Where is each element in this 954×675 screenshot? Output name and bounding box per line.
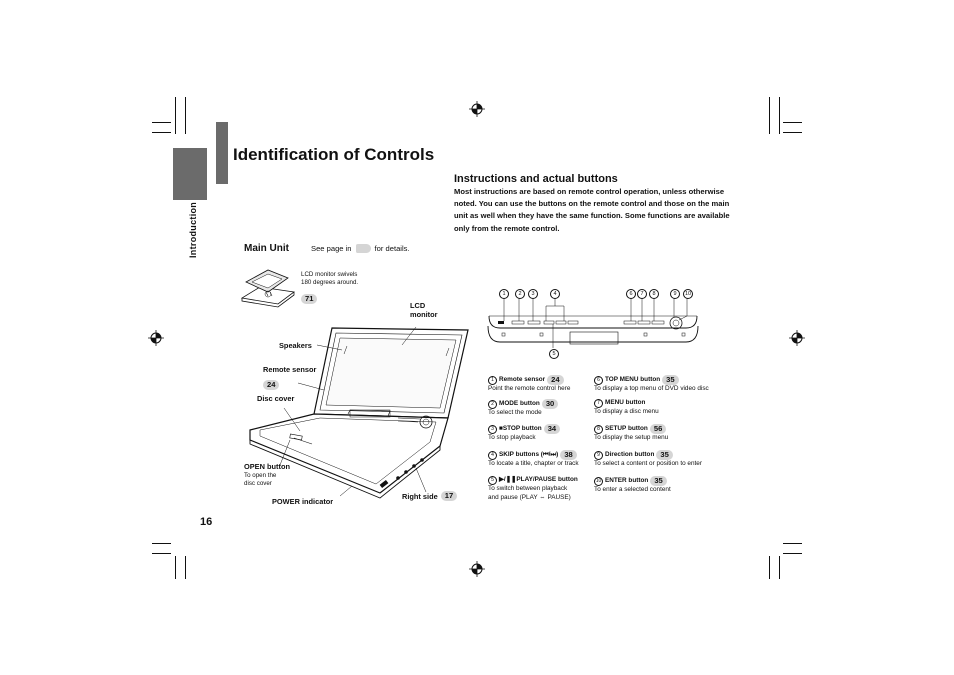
swivel-note-line1: LCD monitor swivels: [301, 271, 358, 278]
panel-callout-6: 6: [626, 289, 636, 299]
remote-sensor-label: Remote sensor: [263, 365, 317, 374]
lcd-monitor-label-line2: monitor: [410, 310, 438, 319]
control-item: [594, 476, 729, 495]
control-desc: and pause (PLAY ⇔ PAUSE): [488, 493, 571, 501]
section-label: Introduction: [188, 201, 198, 258]
open-button-desc-line2: disc cover: [244, 480, 272, 487]
instructions-text: Most instructions are based on remote control operation, unless otherwise noted. You can use the buttons on the remote control and those on the main unit as well when they have the same function. Some functions are available only from the remote control.: [454, 187, 730, 233]
control-item: [594, 375, 729, 394]
control-name: ▶/❚❚PLAY/PAUSE button: [499, 476, 578, 484]
control-desc: To select the mode: [488, 409, 542, 416]
instructions-heading: Instructions and actual buttons: [454, 173, 618, 185]
panel-callout-8: 8: [649, 289, 659, 299]
open-button-label: OPEN button: [244, 462, 290, 471]
control-desc: Point the remote control here: [488, 385, 571, 392]
control-desc: To stop playback: [488, 434, 536, 441]
section-tab: [173, 148, 207, 200]
panel-callout-5: 5: [549, 349, 559, 359]
control-name: SKIP buttons (⏮/⏭): [499, 450, 559, 458]
control-item: [594, 424, 729, 443]
control-number: 8: [594, 425, 603, 434]
control-page-ref: 56: [650, 424, 666, 434]
remote-sensor-page-ref: 24: [263, 380, 279, 390]
front-panel-illustration: [486, 296, 706, 356]
panel-callout-1: 1: [499, 289, 509, 299]
control-page-ref: 35: [656, 450, 672, 460]
control-number: 4: [488, 451, 497, 460]
control-page-ref: 30: [542, 399, 558, 409]
swivel-illustration: [238, 268, 298, 308]
control-desc: To locate a title, chapter or track: [488, 460, 579, 467]
control-desc: To display a disc menu: [594, 408, 659, 415]
page-number: 16: [200, 516, 213, 528]
main-unit-heading: Main Unit: [244, 243, 289, 254]
control-page-ref: 38: [560, 450, 576, 460]
control-name: ■STOP button: [499, 424, 542, 432]
control-page-ref: 35: [662, 375, 678, 385]
control-number: 3: [488, 425, 497, 434]
panel-callout-7: 7: [637, 289, 647, 299]
control-number: 1: [488, 376, 497, 385]
control-item: [594, 399, 729, 417]
control-name: MODE button: [499, 399, 540, 407]
control-name: ENTER button: [605, 476, 649, 484]
control-page-ref: 24: [547, 375, 563, 385]
control-number: 5: [488, 476, 497, 485]
control-number: 10: [595, 477, 602, 484]
panel-callout-9: 9: [670, 289, 680, 299]
registration-mark-icon: [789, 330, 805, 346]
see-page-suffix: for details.: [374, 244, 410, 253]
control-name: SETUP button: [605, 424, 648, 432]
page-title: Identification of Controls: [233, 145, 435, 164]
open-button-desc-line1: To open the: [244, 472, 277, 479]
control-desc: To display the setup menu: [594, 434, 669, 441]
panel-callout-2: 2: [515, 289, 525, 299]
control-item: [594, 450, 729, 469]
see-page-note: [311, 244, 410, 253]
swivel-page-ref: 71: [301, 294, 317, 304]
control-page-ref: 34: [544, 424, 560, 434]
control-desc: To enter a selected content: [594, 486, 671, 493]
control-name: Remote sensor: [499, 375, 546, 383]
panel-callout-10: 10: [684, 291, 692, 297]
control-name: Direction button: [605, 450, 655, 458]
control-name: MENU button: [605, 399, 646, 407]
disc-cover-label: Disc cover: [257, 394, 295, 403]
right-side-text: Right side: [402, 491, 438, 501]
see-page-prefix: See page in: [311, 244, 352, 253]
registration-mark-icon: [148, 330, 164, 346]
power-indicator-label: POWER indicator: [272, 497, 334, 506]
right-side-label: [402, 491, 457, 501]
control-number: 9: [594, 451, 603, 460]
lcd-monitor-label-line1: LCD: [410, 301, 426, 310]
speakers-label: Speakers: [279, 341, 312, 350]
header-tab: [216, 122, 228, 184]
control-desc: To switch between playback: [488, 485, 568, 492]
control-number: 7: [594, 399, 603, 408]
registration-mark-icon: [469, 561, 485, 577]
registration-mark-icon: [469, 101, 485, 117]
control-name: TOP MENU button: [605, 375, 661, 383]
page-ref-tag-icon: [356, 244, 371, 253]
right-side-page-ref: 17: [441, 491, 457, 501]
control-number: 6: [594, 376, 603, 385]
control-desc: To display a top menu of DVD video disc: [594, 385, 709, 392]
control-number: 2: [488, 400, 497, 409]
swivel-note-line2: 180 degrees around.: [301, 279, 359, 286]
panel-callout-4: 4: [550, 289, 560, 299]
control-desc: To select a content or position to enter: [594, 460, 702, 467]
control-page-ref: 35: [650, 476, 666, 486]
panel-callout-3: 3: [528, 289, 538, 299]
